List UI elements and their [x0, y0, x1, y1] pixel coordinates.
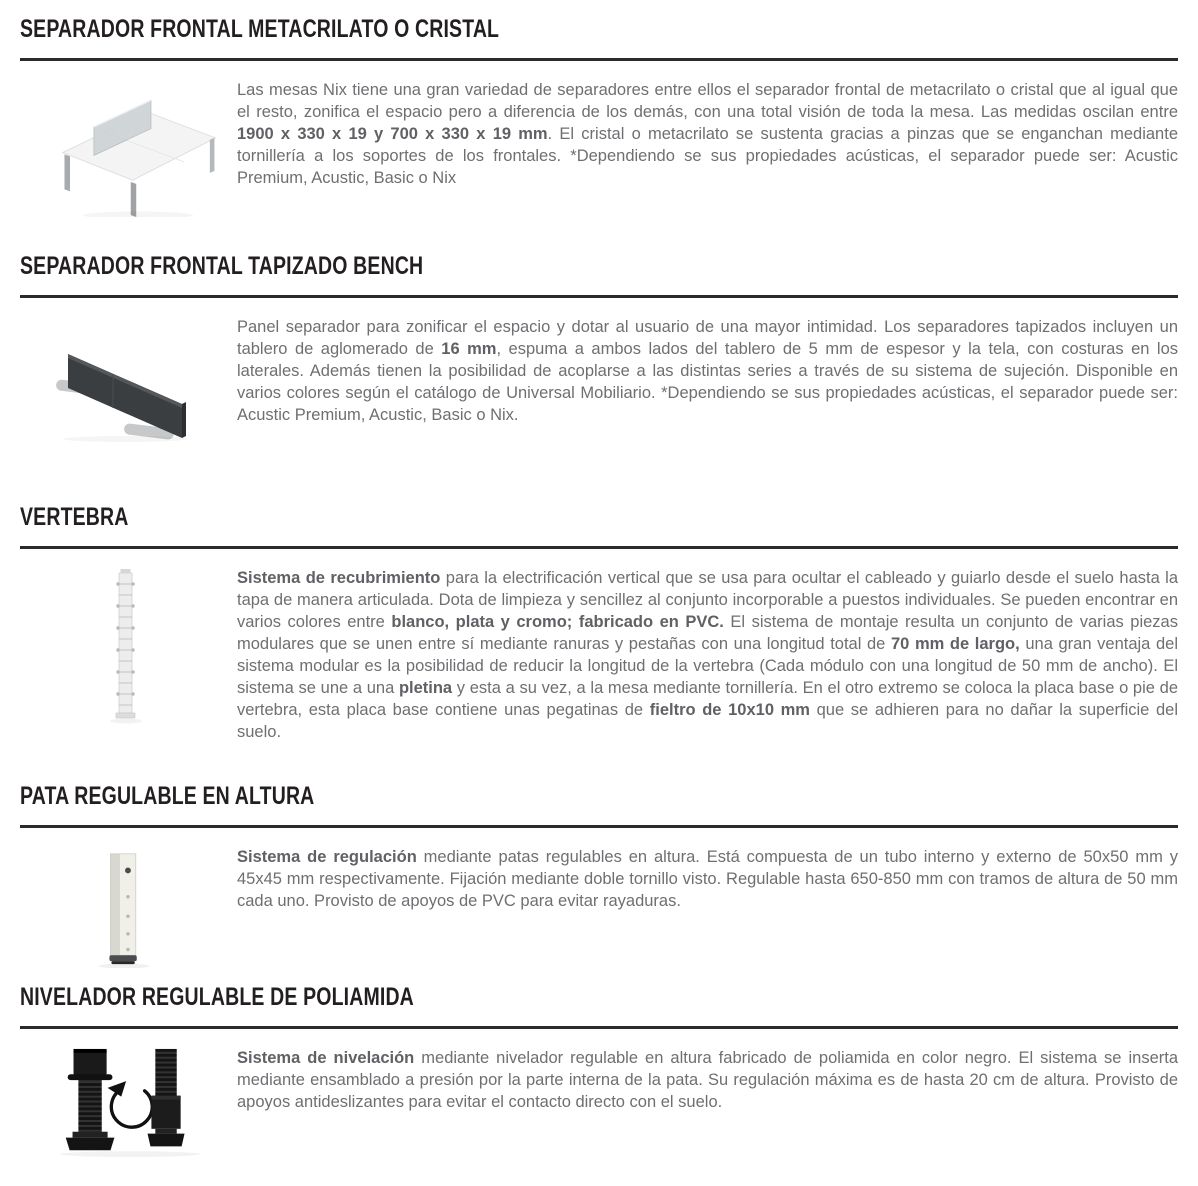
section-content	[20, 316, 1178, 442]
section-paragraph: Sistema de regulación mediante patas regulables en altura. Está compuesta de un tubo interno y externo de 50x50 mm y 45x45 mm respectivamente. Fijación mediante doble tornillo visto. Regulable hasta 650-850 mm con tramos de altura de 50 mm cada uno. Provisto de apoyos de PVC para evitar rayaduras.	[237, 848, 1178, 910]
polyamide-leveler-illustration	[50, 1047, 210, 1159]
section-paragraph: Sistema de nivelación mediante nivelador regulable en altura fabricado de poliamida en color negro. El sistema se inserta mediante ensamblado a presión por la parte interna de la pata. Su regulación máxima es de hasta 20 cm de altura. Provisto de apoyos antideslizantes para evitar el contacto directo con el suelo.	[237, 1049, 1179, 1111]
heading-rule	[20, 295, 1178, 298]
desk-with-glass-divider-illustration	[48, 79, 230, 217]
section-paragraph: Las mesas Nix tiene una gran variedad de separadores entre ellos el separador frontal de metacrilato o cristal que al igual que el resto, zonifica el espacio pero a diferencia de los demás, con una total visión de toda la mesa. Las medidas oscilan entre 1900 x 330 x 19 y 700 x 330 x 19 mm. El cristal o metacrilato se sustenta gracias a pinzas que se enganchan mediante tornillería a los soportes de los frontales. *Dependiendo se sus propiedades acústicas, el separador puede ser: Acustic Premium, Acustic, Basic o Nix	[237, 81, 1178, 187]
section-heading	[20, 253, 1178, 285]
section-heading	[20, 16, 1178, 48]
image-column	[20, 79, 237, 217]
section-heading	[20, 783, 1178, 815]
section-heading-text: SEPARADOR FRONTAL METACRILATO O CRISTAL	[20, 15, 500, 43]
section-heading-text: NIVELADOR REGULABLE DE POLIAMIDA	[20, 983, 414, 1011]
heading-rule	[20, 1026, 1178, 1029]
section-heading-text: PATA REGULABLE EN ALTURA	[20, 782, 315, 810]
section-content	[20, 1047, 1178, 1159]
section-heading-text: SEPARADOR FRONTAL TAPIZADO BENCH	[20, 252, 424, 280]
section-paragraph: Panel separador para zonificar el espacio y dotar al usuario de una mayor intimidad. Los separadores tapizados incluyen un tablero de aglomerado de 16 mm, espuma a ambos lados del tablero de 5 mm de espesor y la tela, con costuras en los laterales. Además tienen la posibilidad de acoplarse a las distintas series a través de su sistema de sujeción. Disponible en varios colores según el catálogo de Universal Mobiliario. *Dependiendo se sus propiedades acústicas, el separador puede ser: Acustic Premium, Acustic, Basic o Nix.	[237, 318, 1179, 424]
section-heading	[20, 984, 1178, 1016]
heading-rule	[20, 546, 1178, 549]
upholstered-panel-illustration	[50, 316, 220, 442]
section-content	[20, 79, 1178, 217]
section-heading-text: VERTEBRA	[20, 503, 129, 531]
section-separador-metacrilato	[20, 16, 1178, 217]
adjustable-leg-illustration	[82, 846, 172, 968]
image-column	[20, 567, 237, 743]
heading-rule	[20, 825, 1178, 828]
section-nivelador	[20, 984, 1178, 1159]
rotation-arrow-icon	[108, 1081, 153, 1127]
vertebra-cable-spine-illustration	[106, 567, 146, 725]
section-content	[20, 567, 1178, 743]
section-vertebra	[20, 504, 1178, 743]
image-column	[20, 846, 237, 968]
section-separador-tapizado	[20, 253, 1178, 442]
heading-rule	[20, 58, 1178, 61]
section-heading	[20, 504, 1178, 536]
section-content	[20, 846, 1178, 968]
image-column	[20, 1047, 237, 1159]
image-column	[20, 316, 237, 442]
section-pata-regulable	[20, 783, 1178, 968]
section-paragraph: Sistema de recubrimiento para la electrificación vertical que se usa para ocultar el cableado y guiarlo desde el suelo hasta la tapa de manera articulada. Dota de limpieza y sencillez al conjunto incorporable a puestos individuales. Se pueden encontrar en varios colores entre blanco, plata y cromo; fabricado en PVC. El sistema de montaje resulta un conjunto de varias piezas modulares que se unen entre sí mediante ranuras y pestañas con una longitud total de 70 mm de largo, una gran ventaja del sistema modular es la posibilidad de reducir la longitud de la vertebra (Cada módulo con una longitud de 50 mm de ancho). El sistema se une a una pletina y esta a su vez, a la mesa mediante tornillería. En el otro extremo se coloca la placa base o pie de vertebra, esta placa base contiene unas pegatinas de fieltro de 10x10 mm que se adhieren para no dañar la superficie del suelo.	[237, 569, 1179, 741]
